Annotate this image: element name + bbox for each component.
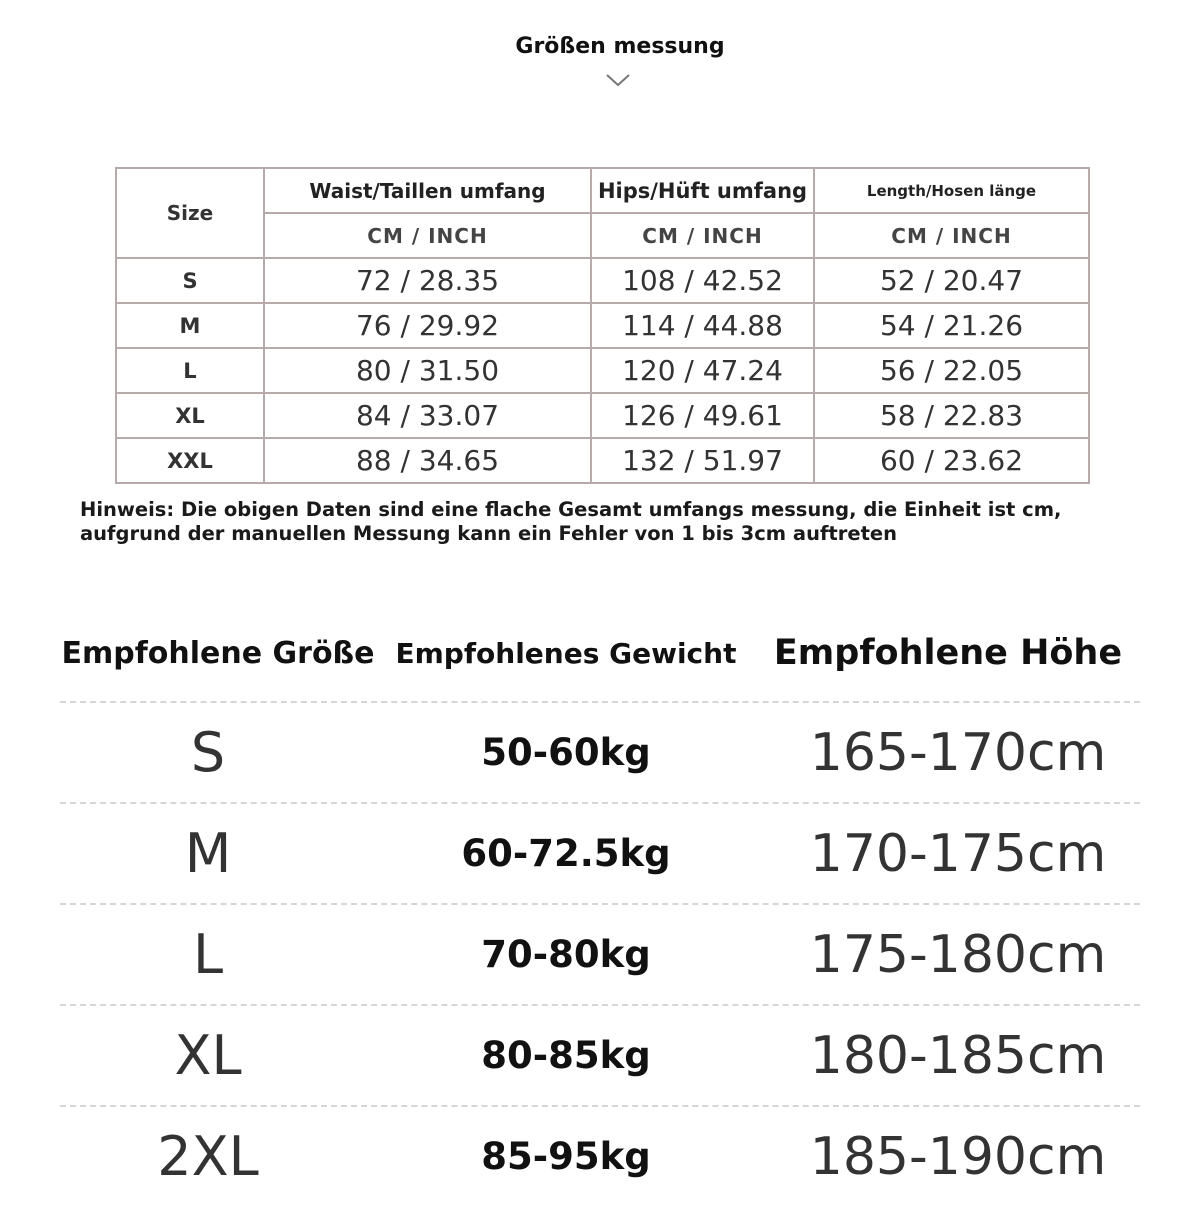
recommended-weight: 50-60kg [481, 731, 651, 774]
size-column-header: Size [116, 168, 264, 258]
list-item [60, 1105, 1140, 1206]
size-cell: S [116, 258, 264, 303]
recommended-height: 175-180cm [809, 924, 1107, 985]
recommended-size: S [190, 721, 226, 784]
recommended-weight: 60-72.5kg [461, 832, 671, 875]
table-row [116, 303, 1089, 348]
list-item [60, 903, 1140, 1004]
measurement-note: Hinweis: Die obigen Daten sind eine flache Gesamt umfangs messung, die Einheit ist cm, aufgrund der manuellen Messung kann ein Fehler von 1 bis 3cm auftreten [80, 498, 1062, 545]
length-cell: 60 / 23.62 [814, 438, 1089, 483]
recommended-size: XL [174, 1024, 242, 1087]
size-cell: M [116, 303, 264, 348]
recommended-size: L [192, 923, 224, 986]
table-row [116, 393, 1089, 438]
hips-cell: 126 / 49.61 [591, 393, 814, 438]
length-cell: 52 / 20.47 [814, 258, 1089, 303]
waist-unit-header: CM / INCH [264, 213, 591, 258]
recommendation-table [60, 625, 1140, 1206]
recommended-weight: 85-95kg [481, 1135, 651, 1178]
hips-column-header: Hips/Hüft umfang [591, 168, 814, 213]
recommended-size: M [184, 822, 232, 885]
recommendation-header [60, 625, 1140, 681]
waist-column-header: Waist/Taillen umfang [264, 168, 591, 213]
recommended-height-header: Empfohlene Höhe [773, 633, 1123, 673]
waist-cell: 80 / 31.50 [264, 348, 591, 393]
recommended-height: 180-185cm [809, 1025, 1107, 1086]
chevron-down-icon [604, 70, 632, 90]
list-item [60, 701, 1140, 802]
waist-cell: 88 / 34.65 [264, 438, 591, 483]
length-column-header: Length/Hosen länge [814, 168, 1089, 213]
size-cell: L [116, 348, 264, 393]
length-cell: 54 / 21.26 [814, 303, 1089, 348]
list-item [60, 802, 1140, 903]
page-title: Größen messung [515, 34, 725, 59]
recommended-weight: 70-80kg [481, 933, 651, 976]
recommended-weight-header: Empfohlenes Gewicht [395, 636, 737, 670]
recommended-size: 2XL [157, 1125, 259, 1188]
list-item [60, 1004, 1140, 1105]
size-cell: XL [116, 393, 264, 438]
size-cell: XXL [116, 438, 264, 483]
recommended-weight: 80-85kg [481, 1034, 651, 1077]
recommended-height: 185-190cm [809, 1126, 1107, 1187]
recommended-height: 170-175cm [809, 823, 1107, 884]
table-row [116, 348, 1089, 393]
table-row [116, 438, 1089, 483]
waist-cell: 84 / 33.07 [264, 393, 591, 438]
hips-cell: 108 / 42.52 [591, 258, 814, 303]
hips-cell: 114 / 44.88 [591, 303, 814, 348]
table-row [116, 258, 1089, 303]
recommended-height: 165-170cm [809, 722, 1107, 783]
hips-unit-header: CM / INCH [591, 213, 814, 258]
hips-cell: 132 / 51.97 [591, 438, 814, 483]
length-cell: 56 / 22.05 [814, 348, 1089, 393]
size-measurement-table [115, 167, 1090, 484]
recommended-size-header: Empfohlene Größe [61, 635, 375, 671]
waist-cell: 72 / 28.35 [264, 258, 591, 303]
length-cell: 58 / 22.83 [814, 393, 1089, 438]
waist-cell: 76 / 29.92 [264, 303, 591, 348]
hips-cell: 120 / 47.24 [591, 348, 814, 393]
length-unit-header: CM / INCH [814, 213, 1089, 258]
